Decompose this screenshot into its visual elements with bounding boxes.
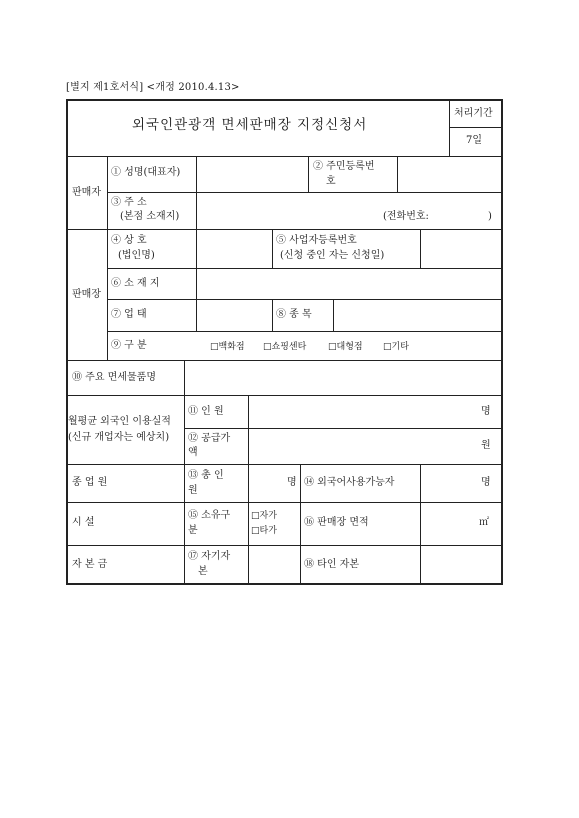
foreign-language-staff-field[interactable] (421, 465, 477, 501)
borrowed-capital-field[interactable] (421, 546, 501, 583)
borrowed-capital-label: ⑱ 타인 자본 (304, 559, 359, 570)
supply-amount-field[interactable] (249, 429, 477, 463)
persons-unit: 명 (481, 406, 491, 417)
resident-number-label-cont: 호 (326, 176, 336, 187)
own-capital-label-cont: 본 (198, 566, 208, 577)
category-label: ⑨ 구 분 (111, 340, 147, 351)
form-number-header: [별지 제1호서식] <개정 2010.4.13> (66, 82, 240, 93)
resident-number-label: ② 주민등록번 (313, 161, 375, 172)
foreign-language-staff-unit: 명 (481, 477, 491, 488)
corporate-name-label: (법인명) (118, 250, 155, 261)
address-field[interactable] (197, 193, 501, 228)
item-label: ⑧ 종 목 (276, 309, 312, 320)
option-large-store[interactable]: □대형점 (328, 342, 363, 352)
address-label-sub: (본점 소재지) (120, 211, 180, 222)
seller-section-label: 판매자 (72, 187, 101, 198)
business-type-field[interactable] (197, 300, 271, 330)
capital-label: 자 본 금 (72, 559, 108, 570)
supply-amount-label-cont: 액 (188, 447, 198, 458)
monthly-usage-sub-label: (신규 개업자는 예상치) (68, 432, 170, 443)
total-staff-label-cont: 원 (188, 485, 198, 496)
ownership-option-own[interactable]: □자가 (251, 511, 277, 521)
foreign-language-staff-label: ⑭ 외국어사용가능자 (304, 477, 395, 488)
phone-label: (전화번호: (383, 211, 429, 222)
ownership-label: ⑮ 소유구 (188, 510, 231, 521)
location-field[interactable] (197, 269, 501, 298)
option-shopping-center[interactable]: □쇼핑센타 (263, 342, 307, 352)
trade-name-label: ④ 상 호 (111, 235, 147, 246)
own-capital-label: ⑰ 자기자 (188, 551, 231, 562)
option-other[interactable]: □기타 (383, 342, 409, 352)
store-area-label: ⑯ 판매장 면적 (304, 517, 369, 528)
business-type-label: ⑦ 업 태 (111, 309, 147, 320)
persons-label: ⑪ 인 원 (188, 406, 224, 417)
total-staff-unit: 명 (287, 477, 297, 488)
store-section-label: 판매장 (72, 289, 101, 300)
option-department-store[interactable]: □백화점 (210, 342, 245, 352)
store-area-field[interactable] (421, 503, 477, 544)
main-goods-label: ⑩ 주요 면세물품명 (72, 372, 156, 383)
resident-number-field[interactable] (398, 157, 501, 191)
own-capital-field[interactable] (249, 546, 299, 583)
ownership-option-leased[interactable]: □타가 (251, 526, 277, 536)
business-reg-sub-label: (신청 중인 자는 신청일) (280, 250, 385, 261)
trade-name-field[interactable] (197, 230, 271, 267)
processing-period-value: 7일 (466, 135, 483, 146)
seller-name-label: ① 성명(대표자) (111, 167, 181, 178)
address-label: ③ 주 소 (111, 197, 147, 208)
business-reg-field[interactable] (421, 230, 501, 267)
processing-period-label: 처리기간 (454, 108, 493, 119)
business-reg-label: ⑤ 사업자등록번호 (276, 235, 357, 246)
total-staff-label: ⑬ 총 인 (188, 470, 224, 481)
persons-field[interactable] (249, 396, 477, 427)
monthly-usage-label: 월평균 외국인 이용실적 (68, 416, 171, 427)
seller-name-field[interactable] (197, 157, 307, 191)
item-field[interactable] (334, 300, 501, 330)
ownership-label-cont: 분 (188, 525, 198, 536)
employees-label: 종 업 원 (72, 477, 108, 488)
supply-amount-unit: 원 (481, 440, 491, 451)
supply-amount-label: ⑫ 공급가 (188, 433, 231, 444)
facility-label: 시 설 (72, 517, 95, 528)
location-label: ⑥ 소 재 지 (111, 278, 160, 289)
total-staff-field[interactable] (249, 465, 285, 501)
store-area-unit: ㎡ (479, 517, 489, 528)
main-goods-field[interactable] (185, 361, 501, 394)
phone-close: ) (488, 211, 492, 222)
form-title: 외국인관광객 면세판매장 지정신청서 (132, 117, 368, 133)
